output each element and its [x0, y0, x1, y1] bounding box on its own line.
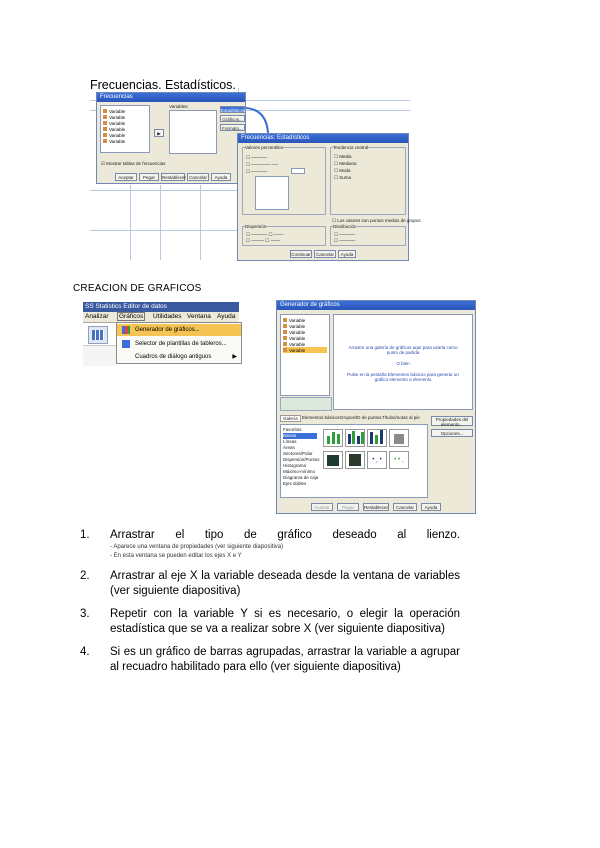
format-button[interactable]: Formato...: [220, 124, 245, 131]
step-number: 2.: [80, 570, 90, 582]
central-item-checkbox[interactable]: ☐ Moda: [334, 168, 351, 173]
legacy-dialogs-label: Cuadros de diálogo antiguos: [135, 354, 212, 360]
cancel-button[interactable]: Cancelar: [188, 175, 207, 180]
variable-label: Variable: [289, 341, 306, 347]
bar-mark: [375, 435, 378, 444]
statistics-button[interactable]: Estadísticos...: [221, 108, 250, 113]
dispersion-options: ☐ ───── ☐ ─── ☐ ──── ☐ ───: [246, 232, 284, 243]
chart-type-item[interactable]: Barras: [283, 433, 317, 439]
menu-item-template-chooser[interactable]: [117, 338, 241, 350]
central-item-label: Mediana: [339, 161, 357, 166]
step-text: Repetir con la variable Y si es necesario, o elegir la operación estadística que se va a realizar sobre X (ver siguiente diapositiva): [110, 608, 460, 635]
stats-help-button[interactable]: Ayuda: [338, 250, 356, 258]
variable-label: Variable: [289, 329, 306, 335]
menu-analizar[interactable]: Analizar: [85, 313, 109, 320]
template-chooser-label: Selector de plantillas de tableros...: [135, 341, 227, 347]
bar-chart-tile-6[interactable]: [345, 451, 365, 469]
central-item-checkbox[interactable]: ☐ Media: [334, 154, 352, 159]
step-sub-note: - En esta ventana se pueden editar los ejes X e Y: [110, 553, 242, 559]
bar-chart-tile-2[interactable]: [345, 429, 365, 447]
cb-help-button[interactable]: Ayuda: [421, 503, 441, 511]
central-item-checkbox[interactable]: ☐ Suma: [334, 175, 352, 180]
menu-utilidades[interactable]: Utilidades: [153, 313, 182, 320]
canvas-text-2: O bien: [396, 361, 410, 366]
bar-mark: [349, 454, 361, 466]
section-title-frecuencias: Frecuencias. Estadísticos.: [90, 78, 236, 92]
cb-cancel-button[interactable]: Cancelar: [393, 503, 417, 511]
tab-grupos-id[interactable]: Grupos/ID de puntos: [340, 415, 382, 420]
canvas-text-3: Pulse en la pestaña Elementos básicos para generar un gráfico elemento a elemento: [347, 372, 459, 382]
bar-mark: [352, 431, 355, 444]
chart-canvas[interactable]: [333, 314, 473, 410]
variable-source-list[interactable]: [100, 105, 150, 153]
chart-type-item[interactable]: Líneas: [283, 439, 297, 444]
scatter-tile-1[interactable]: • ¸ •: [367, 451, 387, 469]
step-2: [80, 569, 460, 599]
variable-icon: [283, 336, 287, 340]
variable-label: Variable: [109, 114, 126, 120]
chart-type-item[interactable]: Sectores/Polar: [283, 451, 313, 456]
step-text: Si es un gráfico de barras agrupadas, arrastrar la variable a agrupar al recuadro habilitado para ello (ver siguiente diapositiva): [110, 646, 460, 673]
chart-builder-dialog: [276, 300, 476, 514]
options-button[interactable]: Opciones...: [431, 429, 473, 437]
step-text: Arrastrar el tipo de gráfico deseado al lienzo.: [110, 529, 460, 541]
reset-button[interactable]: Restablecer: [162, 175, 187, 180]
central-tendency-label: Tendencia central: [333, 145, 369, 150]
bar-chart-tile-4[interactable]: [389, 429, 409, 447]
chart-type-item[interactable]: Ejes dobles: [283, 481, 307, 486]
variable-icon: [103, 139, 107, 143]
variable-label: Variable: [109, 126, 126, 132]
percentile-input[interactable]: [291, 168, 305, 174]
variable-label: Variable: [289, 317, 306, 323]
gallery-tabs: [280, 415, 428, 423]
variable-icon: [283, 342, 287, 346]
variable-icon: [103, 133, 107, 137]
tab-titulos[interactable]: Títulos/notas al pie: [382, 415, 420, 420]
percentile-list[interactable]: [255, 176, 289, 210]
chart-variable-item[interactable]: [283, 347, 327, 353]
statistics-dialog: [237, 133, 421, 261]
scatter-tile-2[interactable]: • • ¸: [389, 451, 409, 469]
variables-target-list[interactable]: [169, 110, 217, 154]
variable-item[interactable]: [103, 138, 147, 144]
bar-mark: [337, 434, 340, 444]
tab-elementos-basicos[interactable]: Elementos básicos: [302, 415, 340, 420]
spss-window-title: SS Statistics Editor de datos: [83, 302, 239, 312]
central-item-checkbox[interactable]: ☐ Mediana: [334, 161, 357, 166]
frequencies-dialog: [96, 92, 250, 184]
continue-button[interactable]: Continuar: [291, 252, 311, 257]
toolbar-icon[interactable]: [88, 326, 108, 344]
bar-chart-tile-1[interactable]: [323, 429, 343, 447]
variable-label: Variable: [289, 323, 306, 329]
menu-ventana[interactable]: Ventana: [187, 313, 211, 320]
ok-button[interactable]: Aceptar: [115, 173, 137, 181]
quartiles-checkbox[interactable]: ☐ ─────: [246, 155, 268, 160]
percentiles-checkbox[interactable]: ☐ ─────: [246, 169, 268, 174]
menu-item-chart-builder[interactable]: [117, 324, 241, 336]
chart-type-item[interactable]: Diagrama de caja: [283, 475, 319, 480]
variable-icon: [103, 109, 107, 113]
variable-icon: [283, 330, 287, 334]
variable-label: Variable: [109, 108, 126, 114]
tab-galeria[interactable]: Galería: [280, 415, 301, 422]
element-properties-button[interactable]: Propiedades del elemento...: [431, 416, 473, 426]
cutpoints-checkbox[interactable]: ☐ ────── ──: [246, 162, 279, 167]
template-chooser-icon: [122, 340, 130, 348]
central-item-label: Suma: [339, 175, 352, 180]
bar-mark: [394, 434, 404, 444]
chart-type-item[interactable]: Histograma: [283, 463, 307, 468]
charts-button[interactable]: Gráficos...: [220, 115, 245, 122]
cb-reset-button[interactable]: Restablecer: [364, 505, 389, 510]
menu-item-legacy-dialogs[interactable]: [117, 351, 241, 363]
statistics-dialog-title: Frecuencias: Estadísticos: [238, 134, 408, 143]
variable-icon: [283, 348, 287, 352]
percentiles-group: [242, 147, 326, 215]
variable-label: Variable: [109, 132, 126, 138]
bar-mark: [332, 432, 335, 444]
canvas-text-1: Arrastre una galería de gráficos aquí para usarla como punto de partida: [348, 345, 458, 355]
help-button[interactable]: Ayuda: [211, 173, 231, 181]
bar-chart-tile-5[interactable]: [323, 451, 343, 469]
frequencies-dialog-title: Frecuencias: [97, 93, 245, 102]
central-item-label: Moda: [339, 168, 351, 173]
menu-ayuda[interactable]: Ayuda: [217, 313, 236, 320]
bar-mark: [348, 434, 351, 444]
data-grid-strip: [83, 345, 116, 366]
variable-label: Variable: [289, 335, 306, 341]
stats-cancel-button[interactable]: Cancelar: [315, 252, 334, 257]
gallery-panel: [280, 424, 428, 498]
variables-label: Variables:: [169, 104, 189, 109]
variable-icon: [103, 121, 107, 125]
bar-mark: [361, 432, 364, 444]
step-number: 4.: [80, 646, 90, 658]
section-title-graficos: CREACION DE GRAFICOS: [73, 283, 202, 294]
steps-list: [80, 528, 460, 683]
variable-icon: [103, 127, 107, 131]
step-text: Arrastrar al eje X la variable deseada desde la ventana de variables (ver siguiente diapositiva): [110, 570, 460, 597]
step-3: [80, 607, 460, 637]
chart-type-list[interactable]: [283, 427, 320, 487]
midpoint-checkbox[interactable]: ☐ Los valores son puntos medios de grupos: [332, 218, 421, 223]
show-tables-label: Mostrar tablas de frecuencias: [106, 161, 166, 166]
cb-ok-button[interactable]: Aceptar: [311, 503, 333, 511]
step-1: [80, 528, 460, 561]
distribution-group: [330, 226, 406, 246]
variable-icon: [283, 318, 287, 322]
dispersion-group: [242, 226, 326, 246]
central-tendency-group: [330, 147, 406, 215]
chart-type-item[interactable]: Favoritos: [283, 427, 302, 432]
bar-mark: [380, 430, 383, 444]
step-number: 1.: [80, 529, 90, 541]
show-tables-checkbox[interactable]: ☑ Mostrar tablas de frecuencias: [101, 161, 166, 166]
bar-mark: [370, 432, 373, 444]
variable-label: Variable: [109, 120, 126, 126]
variable-icon: [103, 115, 107, 119]
midpoint-label: Los valores son puntos medios de grupos: [337, 218, 421, 223]
variable-label: Variable: [109, 138, 126, 144]
chart-type-item[interactable]: Dispersión/Puntos: [283, 457, 320, 462]
menu-graficos[interactable]: Gráficos: [119, 313, 144, 320]
dispersion-label: Dispersión: [245, 224, 267, 229]
central-item-label: Media: [339, 154, 352, 159]
paste-button[interactable]: Pegar: [139, 173, 159, 181]
bar-chart-tile-3[interactable]: [367, 429, 387, 447]
graphs-dropdown-menu: [116, 322, 242, 364]
chart-type-item[interactable]: Áreas: [283, 445, 295, 450]
chart-builder-title: Generador de gráficos: [277, 301, 475, 310]
category-info: [280, 397, 332, 411]
chart-type-item[interactable]: Máximo-mínimo: [283, 469, 316, 474]
bar-mark: [327, 455, 339, 466]
move-variable-button[interactable]: ▶: [154, 129, 164, 137]
chart-builder-label: Generador de gráficos...: [135, 327, 200, 333]
percentiles-label: Valores percentiles: [245, 145, 283, 150]
bar-mark: [327, 436, 330, 444]
chart-builder-variables[interactable]: [280, 314, 330, 396]
step-4: [80, 645, 460, 675]
step-number: 3.: [80, 608, 90, 620]
step-sub-note: - Aparece una ventana de propiedades (ver siguiente diapositiva): [110, 544, 284, 550]
bar-mark: [357, 436, 360, 444]
variable-icon: [283, 324, 287, 328]
distribution-label: Distribución: [333, 224, 357, 229]
submenu-arrow-icon: ▶: [232, 354, 237, 360]
distribution-options: ☐ ───── ☐ ─────: [334, 232, 356, 243]
chart-builder-icon: [122, 326, 130, 334]
cb-paste-button[interactable]: Pegar: [337, 503, 359, 511]
variable-label: Variable: [289, 347, 306, 353]
